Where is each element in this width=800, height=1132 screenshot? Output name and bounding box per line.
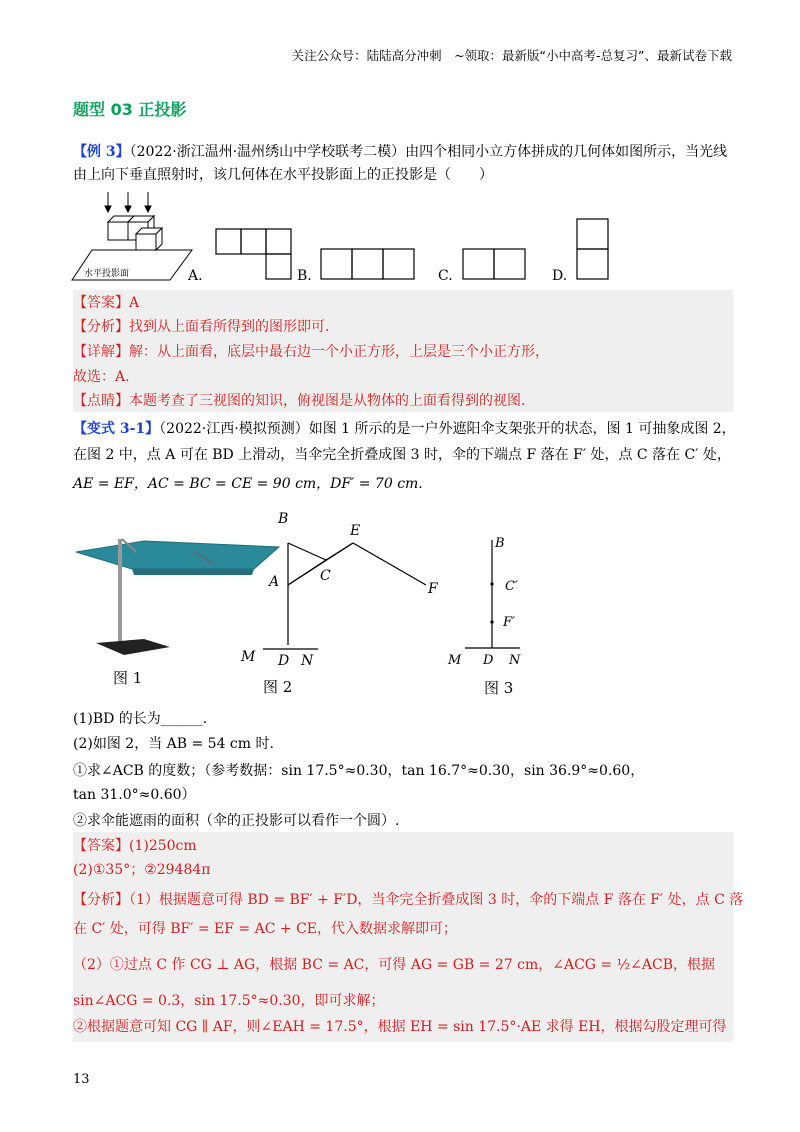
fig2-label-b: B bbox=[278, 511, 289, 527]
answer2-line1 bbox=[73, 835, 733, 857]
fig3-label-d: D bbox=[483, 653, 494, 668]
analysis2-text1: （1）根据题意可得 BD = BF′ + F′D，当伞完全折叠成图 3 时，伞的下端点 F 落在 F′ 处，点 C 落 bbox=[129, 892, 744, 908]
question2a: ①求∠ACB 的度数；（参考数据：sin 17.5°≈0.30，tan 16.7°≈0.30，sin 36.9°≈0.60， bbox=[73, 763, 645, 779]
example3-tag: 【例 3】 bbox=[73, 144, 130, 160]
figure3-diagram bbox=[445, 530, 535, 670]
fig2-label-f: F bbox=[428, 581, 438, 597]
option-c-label: C. bbox=[438, 268, 453, 284]
detail-text: 解：从上面看，底层中最右边一个小正方形，上层是三个小正方形， bbox=[129, 344, 549, 360]
plane-label: 水平投影面 bbox=[84, 269, 130, 279]
fig3-label-f: F′ bbox=[503, 615, 515, 630]
option-d-figure bbox=[576, 218, 610, 282]
answer2-tag: 【答案】 bbox=[73, 838, 129, 854]
option-c-figure bbox=[462, 248, 530, 280]
fig2-label-n: N bbox=[301, 653, 314, 669]
figure2-diagram bbox=[238, 505, 453, 675]
section-title: 题型 03 正投影 bbox=[73, 100, 187, 119]
example3-text1: （2022·浙江温州·温州绣山中学校联考二模）由四个相同小立方体拼成的几何体如图所示，当光线 bbox=[129, 144, 728, 160]
variant-line1 bbox=[73, 418, 736, 440]
variant-line2: 在图 2 中，点 A 可在 BD 上滑动，当伞完全折叠成图 3 时，伞的下端点 F 落在 F′ 处，点 C 落在 C′ 处， bbox=[73, 447, 731, 463]
cube-solid-figure bbox=[70, 188, 200, 283]
analysis2-line1 bbox=[73, 889, 744, 911]
page-header: 关注公众号：陆陆高分冲刺 ~领取：最新版“小中高考-总复习”、最新试卷下载 bbox=[291, 48, 732, 63]
fig2-label-a: A bbox=[269, 574, 280, 590]
analysis2-line4: sin∠ACG = 0.3，sin 17.5°≈0.30，即可求解； bbox=[73, 993, 385, 1009]
fig3-label-n: N bbox=[509, 653, 521, 668]
analysis-text: 找到从上面看所得到的图形即可. bbox=[129, 319, 330, 335]
fig2-label-e: E bbox=[350, 523, 361, 539]
figure2-caption: 图 2 bbox=[263, 678, 293, 696]
variant-line3: AE = EF，AC = BC = CE = 90 cm，DF′ = 70 cm. bbox=[73, 476, 423, 492]
detail1-line bbox=[73, 341, 733, 363]
question2: (2)如图 2，当 AB = 54 cm 时. bbox=[73, 736, 274, 752]
variant-text1: （2022·江西·模拟预测）如图 1 所示的是一户外遮阳伞支架张开的状态，图 1 可抽象成图 2， bbox=[159, 421, 736, 437]
question1: (1)BD 的长为______. bbox=[73, 711, 208, 727]
example3-line2: 由上向下垂直照射时，该几何体在水平投影面上的正投影是（ ） bbox=[73, 167, 493, 183]
analysis2-tag: 【分析】 bbox=[73, 892, 129, 908]
option-b-figure bbox=[320, 248, 420, 280]
fig2-label-m: M bbox=[241, 649, 256, 665]
answer2-part1: (1)250cm bbox=[129, 838, 197, 854]
figure1-caption: 图 1 bbox=[113, 669, 143, 687]
page-number: 13 bbox=[73, 1072, 90, 1087]
analysis-tag: 【分析】 bbox=[73, 319, 129, 335]
fig3-label-c: C′ bbox=[505, 579, 518, 594]
comment-tag: 【点睛】 bbox=[73, 393, 129, 409]
example3-line1 bbox=[73, 141, 733, 163]
option-b-label: B. bbox=[297, 268, 312, 284]
fig2-label-d: D bbox=[278, 653, 290, 669]
answer-tag: 【答案】 bbox=[73, 295, 129, 311]
option-d-label: D. bbox=[552, 268, 568, 284]
analysis2-line2: 在 C′ 处，可得 BF′ = EF = AC + CE，代入数据求解即可； bbox=[73, 921, 458, 937]
option-a-label: A. bbox=[188, 268, 203, 284]
comment-text: 本题考查了三视图的知识，俯视图是从物体的上面看得到的视图. bbox=[129, 393, 526, 409]
fig3-label-m: M bbox=[448, 653, 462, 668]
fig2-label-c: C bbox=[320, 568, 331, 584]
choose-line: 故选：A. bbox=[73, 369, 130, 385]
question2a-cont: tan 31.0°≈0.60） bbox=[73, 787, 196, 803]
analysis2-line5: ②根据题意可知 CG ∥ AF，则∠EAH = 17.5°，根据 EH = sin 17.5°·AE 求得 EH，根据勾股定理可得 bbox=[73, 1019, 727, 1035]
comment1-line bbox=[73, 390, 733, 412]
fig3-label-b: B bbox=[495, 536, 505, 551]
question2b: ②求伞能遮雨的面积（伞的正投影可以看作一个圆）. bbox=[73, 813, 400, 829]
variant-tag: 【变式 3-1】 bbox=[73, 421, 160, 437]
option-a-figure bbox=[215, 228, 295, 283]
analysis2-line3: （2）①过点 C 作 CG ⊥ AG，根据 BC = AC，可得 AG = GB = 27 cm，∠ACG = ½∠ACB，根据 bbox=[73, 957, 716, 973]
detail-tag: 【详解】 bbox=[73, 344, 129, 360]
figure3-caption: 图 3 bbox=[484, 679, 514, 697]
answer1-line bbox=[73, 292, 733, 314]
analysis1-line bbox=[73, 316, 733, 338]
answer-value: A bbox=[129, 295, 140, 311]
answer2-part2: (2)①35°；②29484π bbox=[73, 862, 211, 878]
